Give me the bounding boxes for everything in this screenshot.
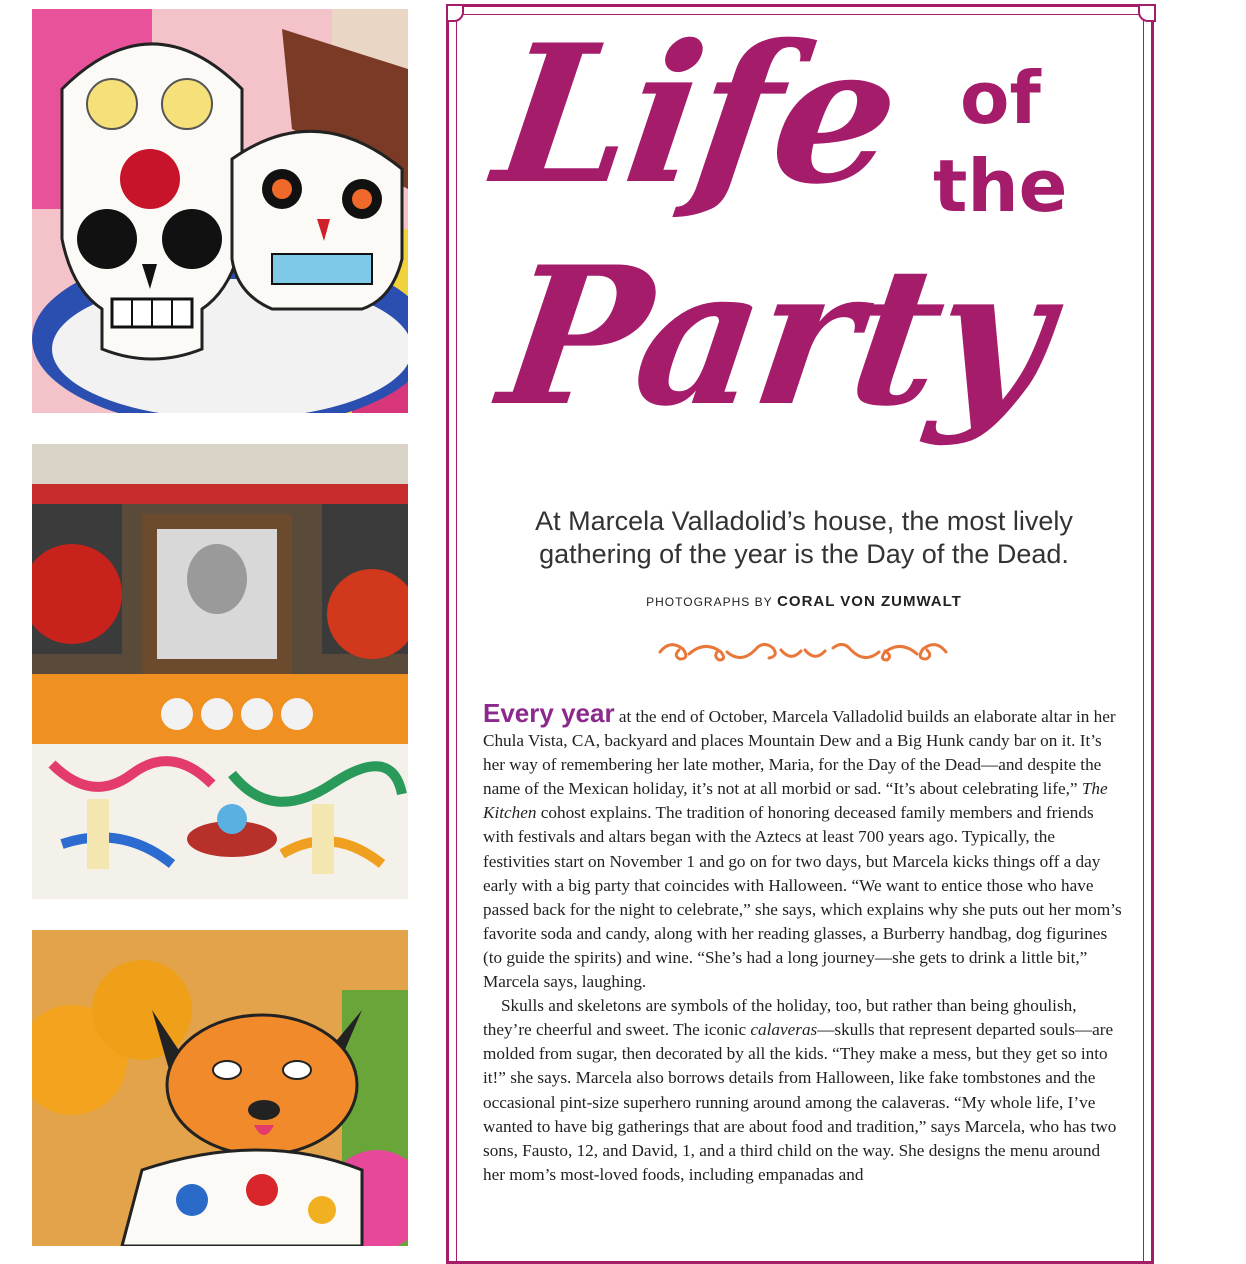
photo-sugar-skull-cookies [32, 9, 408, 413]
body-text-run: —skulls that represent departed souls—are molded from sugar, then decorated by all the kids. “They make a mess, but they get so into it!” she says. Marcela also borrows details from Halloween, like fake tombstones and the occasional pint-size superhero running around among the calaveras. “My whole life, I’ve wanted to have big gatherings that are about food and tradition,” says Marcela, who has two sons, Fausto, 12, and David, 1, and a third child on the way. She designs the menu around her mom’s most-loved foods, including empanadas and [483, 1020, 1117, 1184]
title-word-life: Life [484, 3, 909, 226]
article-dek: At Marcela Valladolid’s house, the most lively gathering of the year is the Day of the Dead. [535, 506, 1073, 569]
title-word-of: of [960, 56, 1041, 140]
photo-ceramic-dog-figurine [32, 930, 408, 1246]
photo-credit [486, 593, 1122, 611]
title-word-the: the [933, 144, 1068, 228]
body-italic-run: calaveras [750, 1020, 818, 1040]
photo-day-of-dead-altar [32, 444, 408, 899]
title-word-party: Party [489, 225, 1060, 448]
scroll-ornament-icon [655, 634, 951, 668]
body-paragraph [483, 994, 1123, 1187]
credit-name: CORAL VON ZUMWALT [777, 593, 962, 610]
credit-prefix: PHOTOGRAPHS BY [646, 595, 773, 609]
article-body [483, 698, 1123, 1187]
body-italic-run: The Kitchen [483, 779, 1108, 823]
lead-in: Every year [483, 698, 615, 728]
body-text-run: cohost explains. The tradition of honoring deceased family members and friends with festivals and altars began with the Aztecs at least 700 years ago. Typically, the festivities start on November 1 and go on for two days, but Marcela kicks things off a day early with a big party that coincides with Halloween. “We want to entice those who have passed back for the night to celebrate,” she says, which explains why she puts out her mom’s favorite soda and candy, along with her reading glasses, a Burberry handbag, dog figurines (to guide the spirits) and wine. “She’s had a long journey—she gets to drink a little bit,” Marcela says, laughing. [483, 803, 1122, 992]
body-text-run: at the end of October, Marcela Valladolid builds an elaborate altar in her Chula Vista, CA, backyard and places Mountain Dew and a Big Hunk candy bar on it. It’s her way of remembering her late mother, Maria, for the Day of the Dead—and despite the name of the Mexican holiday, it’s not at all morbid or sad. “It’s about celebrating life,” [483, 707, 1116, 799]
body-text-run: Skulls and skeletons are symbols of the holiday, too, but rather than being ghoulish, they’re cheerful and sweet. The iconic [483, 996, 1077, 1040]
body-paragraph [483, 698, 1123, 994]
frame-corner-ornament [1138, 4, 1156, 22]
